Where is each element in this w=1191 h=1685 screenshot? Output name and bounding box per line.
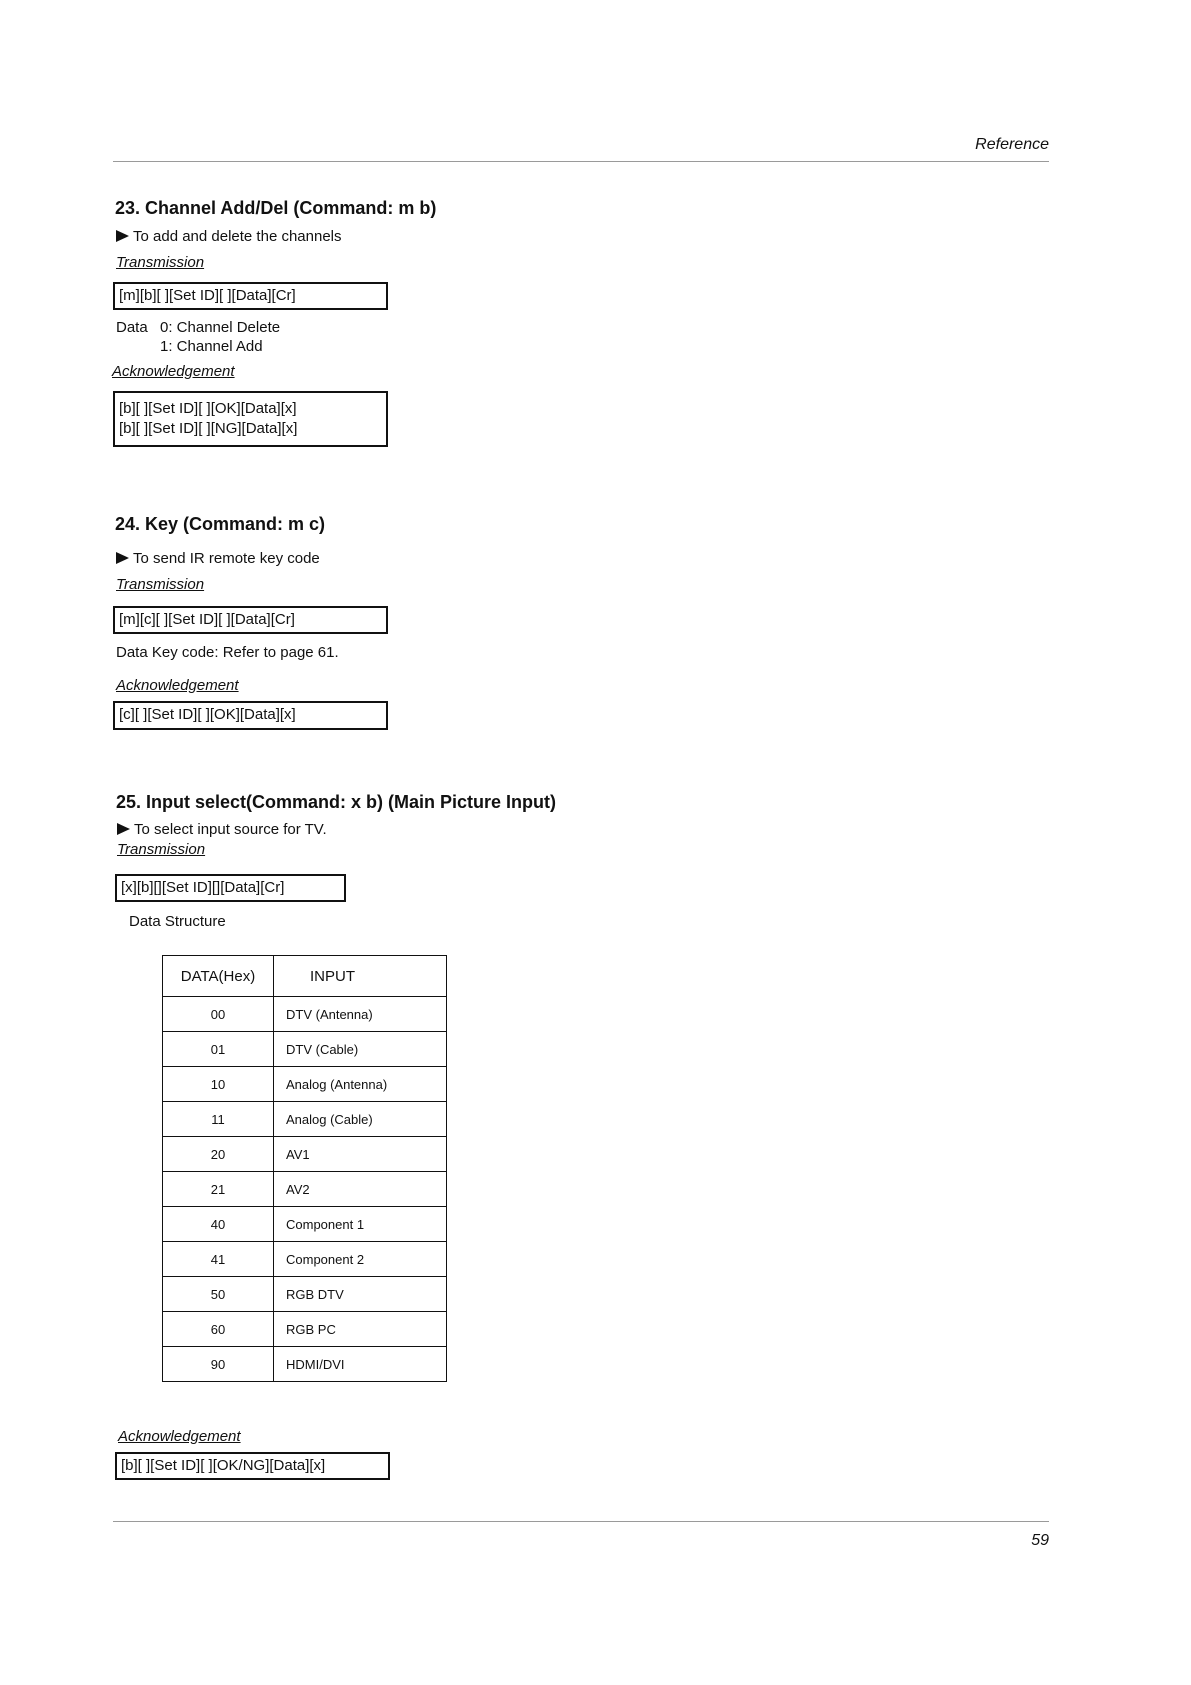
- arrow-bullet-icon: [116, 552, 129, 564]
- table-header-row: [163, 956, 447, 997]
- section-24-transmission-format: [m][c][ ][Set ID][ ][Data][Cr]: [119, 611, 295, 628]
- table-header-data-hex: DATA(Hex): [163, 956, 274, 997]
- section-24-description-text: To send IR remote key code: [133, 550, 320, 567]
- section-25-ack-box: [115, 1452, 390, 1480]
- section-23-data-label: Data: [116, 319, 148, 336]
- section-23-ack-line1: [b][ ][Set ID][ ][OK][Data][x]: [119, 400, 297, 417]
- section-23-title: 23. Channel Add/Del (Command: m b): [115, 198, 437, 218]
- section-25-transmission-box: [115, 874, 346, 902]
- section-25-title: 25. Input select(Command: x b) (Main Picture Input): [116, 792, 557, 812]
- table-cell-hex: 00: [163, 997, 274, 1032]
- table-cell-hex: 21: [163, 1172, 274, 1207]
- section-25-ack-label: Acknowledgement: [118, 1428, 241, 1445]
- section-24-description: [116, 550, 320, 567]
- table-row: [163, 1137, 447, 1172]
- section-25-description-text: To select input source for TV.: [134, 821, 327, 838]
- section-24-ack-box: [113, 701, 388, 730]
- table-header-input: INPUT: [274, 956, 447, 997]
- table-row: [163, 1102, 447, 1137]
- arrow-bullet-icon: [116, 230, 129, 242]
- table-cell-hex: 40: [163, 1207, 274, 1242]
- table-row: [163, 1067, 447, 1102]
- section-23-description: [116, 228, 342, 245]
- table-cell-hex: 90: [163, 1347, 274, 1382]
- table-cell-hex: 10: [163, 1067, 274, 1102]
- header-rule: [113, 161, 1049, 162]
- section-25-description: [117, 821, 327, 838]
- table-cell-input: HDMI/DVI: [274, 1347, 447, 1382]
- section-23-data-line1: 0: Channel Delete: [160, 319, 281, 336]
- footer-rule: [113, 1521, 1049, 1522]
- table-cell-hex: 41: [163, 1242, 274, 1277]
- section-23-transmission-box: [113, 282, 388, 310]
- section-23-transmission-format: [m][b][ ][Set ID][ ][Data][Cr]: [119, 287, 296, 304]
- section-25-data-structure-label: Data Structure: [129, 913, 226, 930]
- table-cell-hex: 50: [163, 1277, 274, 1312]
- section-25-transmission-format: [x][b][][Set ID][][Data][Cr]: [121, 879, 285, 896]
- table-row: [163, 997, 447, 1032]
- section-23-ack-box: [113, 391, 388, 447]
- section-23-data-line2: 1: Channel Add: [160, 338, 263, 355]
- section-24-data-text: Data Key code: Refer to page 61.: [116, 644, 339, 661]
- section-23-ack-label: Acknowledgement: [112, 363, 235, 380]
- table-cell-input: AV2: [274, 1172, 447, 1207]
- section-23-ack-line2: [b][ ][Set ID][ ][NG][Data][x]: [119, 420, 298, 437]
- table-cell-input: RGB DTV: [274, 1277, 447, 1312]
- section-24-title: 24. Key (Command: m c): [115, 514, 326, 534]
- table-cell-input: Analog (Cable): [274, 1102, 447, 1137]
- section-24-ack-label: Acknowledgement: [116, 677, 239, 694]
- table-cell-input: DTV (Antenna): [274, 997, 447, 1032]
- table-cell-hex: 01: [163, 1032, 274, 1067]
- table-cell-hex: 60: [163, 1312, 274, 1347]
- table-row: [163, 1312, 447, 1347]
- section-23-description-text: To add and delete the channels: [133, 228, 342, 245]
- section-25-ack-line1: [b][ ][Set ID][ ][OK/NG][Data][x]: [121, 1457, 326, 1474]
- section-23-transmission-label: Transmission: [116, 254, 205, 271]
- section-24-transmission-box: [113, 606, 388, 634]
- table-cell-hex: 11: [163, 1102, 274, 1137]
- page-number: 59: [1031, 1532, 1049, 1549]
- table-row: [163, 1032, 447, 1067]
- table-cell-hex: 20: [163, 1137, 274, 1172]
- arrow-bullet-icon: [117, 823, 130, 835]
- section-25-transmission-label: Transmission: [117, 841, 206, 858]
- table-row: [163, 1207, 447, 1242]
- table-row: [163, 1347, 447, 1382]
- table-row: [163, 1242, 447, 1277]
- table-cell-input: Component 1: [274, 1207, 447, 1242]
- table-row: [163, 1172, 447, 1207]
- table-cell-input: RGB PC: [274, 1312, 447, 1347]
- table-cell-input: AV1: [274, 1137, 447, 1172]
- input-select-table: [162, 955, 447, 1382]
- table-cell-input: Analog (Antenna): [274, 1067, 447, 1102]
- running-header: Reference: [975, 136, 1049, 153]
- section-24-transmission-label: Transmission: [116, 576, 205, 593]
- section-24-ack-line1: [c][ ][Set ID][ ][OK][Data][x]: [119, 706, 296, 723]
- table-cell-input: DTV (Cable): [274, 1032, 447, 1067]
- table-cell-input: Component 2: [274, 1242, 447, 1277]
- table-row: [163, 1277, 447, 1312]
